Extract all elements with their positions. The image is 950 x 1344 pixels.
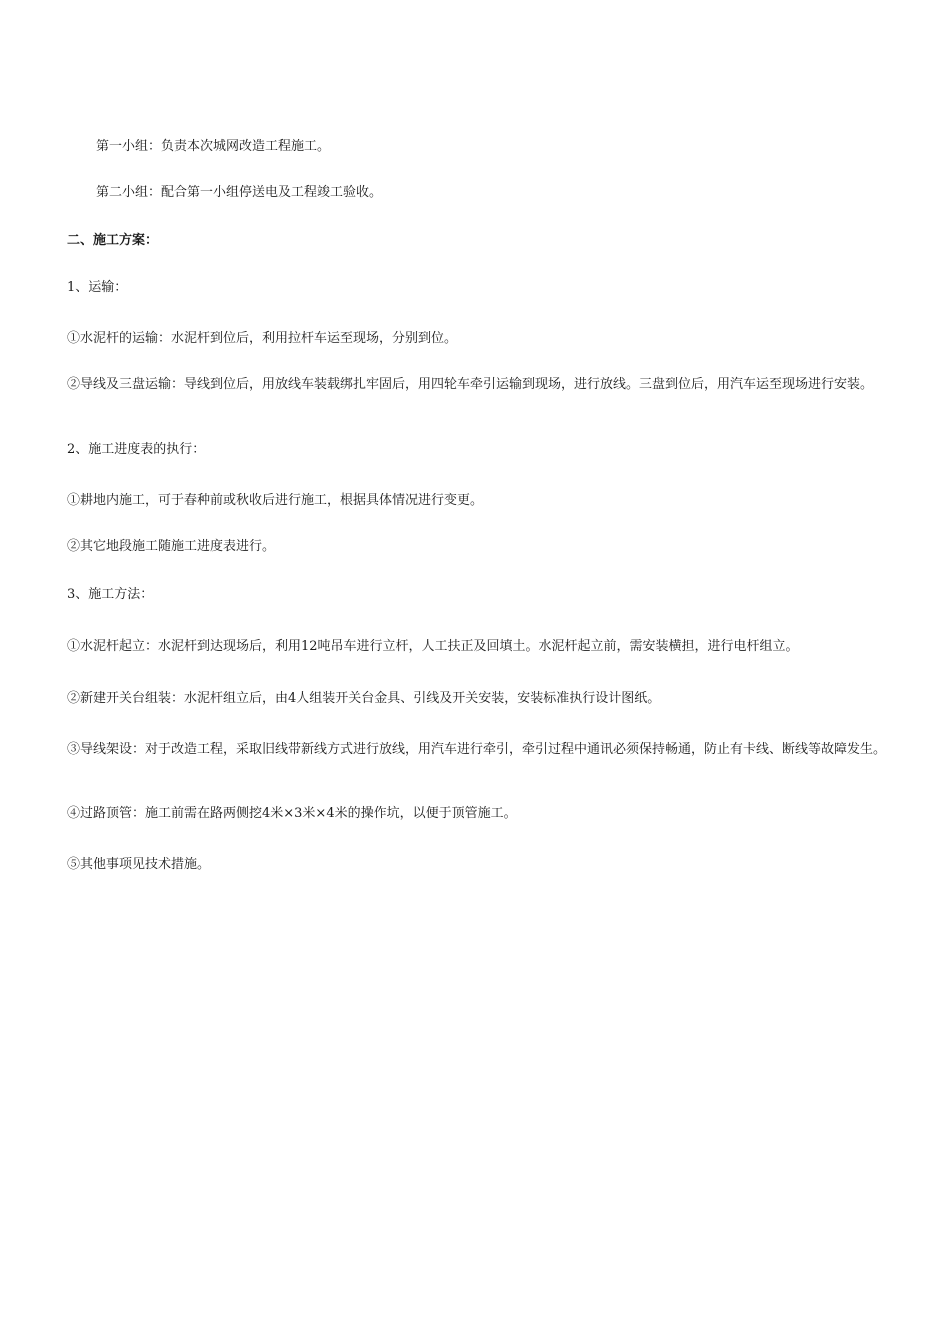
subheading-transport: 1、运输： (67, 280, 128, 295)
paragraph-farmland-work: ①耕地内施工，可于春种前或秋收后进行施工，根据具体情况进行变更。 (67, 493, 484, 508)
paragraph-wire-erection: ③导线架设：对于改造工程，采取旧线带新线方式进行放线，用汽车进行牵引，牵引过程中通讯必须保持畅通，防止有卡线、断线等故障发生。 (67, 742, 887, 757)
paragraph-team-one: 第一小组：负责本次城网改造工程施工。 (96, 139, 331, 154)
section-heading-construction-plan: 二、施工方案： (67, 233, 159, 248)
paragraph-other-sections: ②其它地段施工随施工进度表进行。 (67, 539, 276, 554)
paragraph-pole-erection: ①水泥杆起立：水泥杆到达现场后，利用12吨吊车进行立杆，人工扶正及回填土。水泥杆起立前，需安装横担，进行电杆组立。 (67, 639, 799, 654)
subheading-schedule: 2、施工进度表的执行： (67, 442, 206, 457)
subheading-methods: 3、施工方法： (67, 587, 154, 602)
paragraph-other-matters: ⑤其他事项见技术措施。 (67, 857, 211, 872)
paragraph-pole-transport: ①水泥杆的运输：水泥杆到位后，利用拉杆车运至现场，分别到位。 (67, 331, 458, 346)
paragraph-wire-transport: ②导线及三盘运输：导线到位后，用放线车装载绑扎牢固后，用四轮车牵引运输到现场，进行放线。三盘到位后，用汽车运至现场进行安装。 (67, 377, 874, 392)
paragraph-road-pipe-jacking: ④过路顶管：施工前需在路两侧挖4米×3米×4米的操作坑，以便于顶管施工。 (67, 806, 517, 821)
paragraph-switch-assembly: ②新建开关台组装：水泥杆组立后，由4人组装开关台金具、引线及开关安装，安装标准执行设计图纸。 (67, 691, 661, 706)
paragraph-team-two: 第二小组：配合第一小组停送电及工程竣工验收。 (96, 185, 383, 200)
